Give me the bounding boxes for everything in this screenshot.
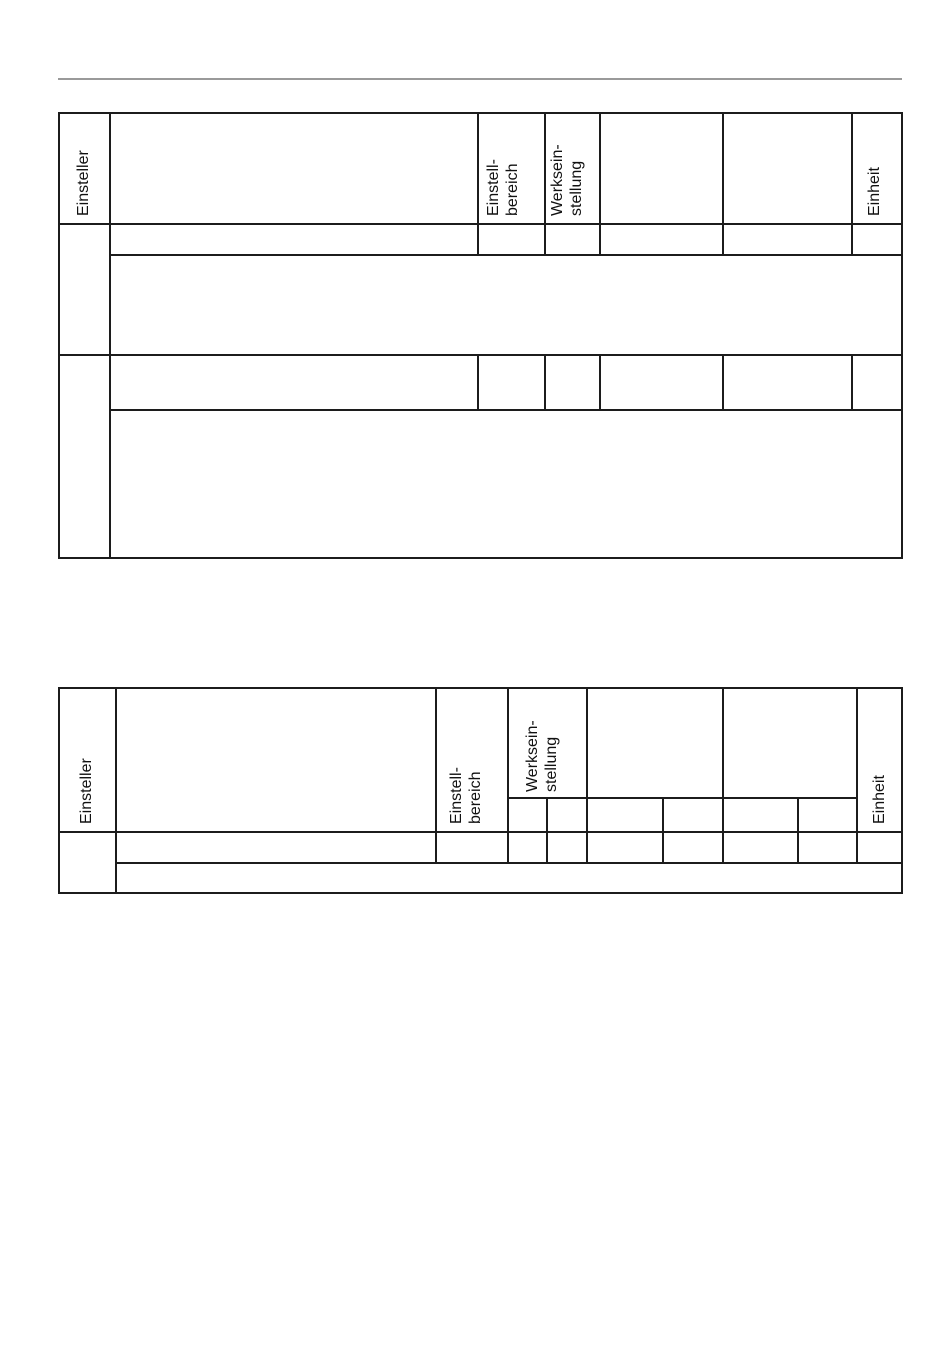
column-line — [477, 354, 479, 410]
subheader-line — [507, 797, 857, 799]
row-line — [115, 862, 903, 864]
column-line — [599, 112, 601, 255]
table-border-left — [58, 687, 60, 894]
column-line — [856, 687, 858, 863]
header-werkseinstellung: Werksein- stellung — [549, 144, 585, 216]
column-line — [722, 687, 724, 863]
column-line — [722, 354, 724, 410]
column-line — [586, 687, 588, 863]
column-line — [851, 112, 853, 255]
column-line — [599, 354, 601, 410]
table-border-bottom — [58, 557, 903, 559]
table-border-right — [901, 112, 903, 559]
header-werkseinstellung: Werksein- stellung — [524, 720, 560, 792]
header-einsteller: Einsteller — [78, 758, 95, 824]
column-line — [662, 797, 664, 863]
column-line — [544, 112, 546, 255]
header-bottom-line — [58, 831, 903, 833]
parameter-table-1 — [58, 112, 903, 559]
column-line — [544, 354, 546, 410]
table-border-top — [58, 687, 903, 689]
column-line — [851, 354, 853, 410]
header-einheit: Einheit — [866, 167, 883, 216]
column-line — [722, 112, 724, 255]
header-einsteller: Einsteller — [75, 150, 92, 216]
column-line — [797, 797, 799, 863]
row-line — [58, 354, 903, 356]
parameter-table-2 — [58, 687, 903, 894]
table-border-left — [58, 112, 60, 559]
table-border-right — [901, 687, 903, 894]
row-line — [110, 254, 903, 256]
table-border-top — [58, 112, 903, 114]
table-border-bottom — [58, 892, 903, 894]
column-line — [109, 112, 111, 559]
column-line — [435, 687, 437, 863]
column-line — [507, 687, 509, 863]
header-rule — [58, 78, 902, 80]
column-line — [546, 797, 548, 863]
header-einstellbereich: Einstell- bereich — [448, 767, 484, 824]
column-line — [115, 687, 117, 894]
header-bottom-line — [58, 223, 903, 225]
header-einheit: Einheit — [871, 775, 888, 824]
header-einstellbereich: Einstell- bereich — [485, 159, 521, 216]
row-line — [110, 409, 903, 411]
column-line — [477, 112, 479, 255]
